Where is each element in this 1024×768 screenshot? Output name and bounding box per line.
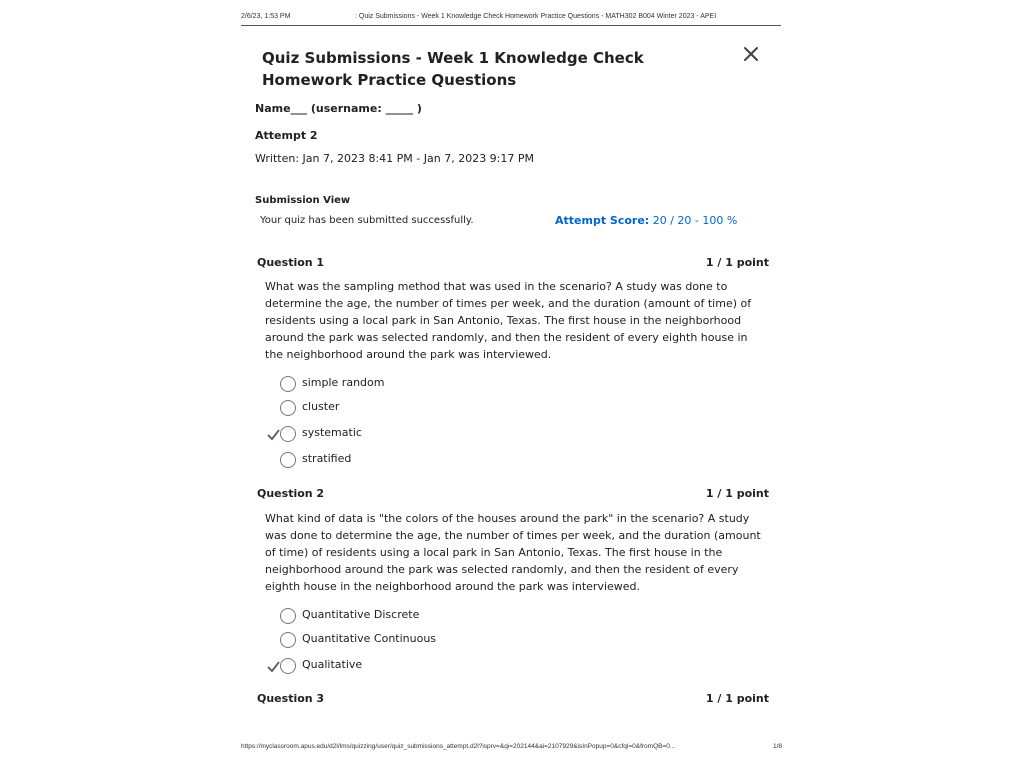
- print-footer: [241, 743, 786, 753]
- attempt-label: Attempt 2: [255, 129, 318, 142]
- attempt-score-value: 20 / 20 - 100 %: [652, 214, 738, 227]
- option-label: systematic: [302, 426, 362, 439]
- option-label: simple random: [302, 376, 385, 389]
- radio-button[interactable]: [280, 658, 296, 674]
- radio-button[interactable]: [280, 400, 296, 416]
- option-label: Qualitative: [302, 658, 363, 671]
- page-number: 1/8: [772, 743, 782, 750]
- question-text: What was the sampling method that was used in the scenario? A study was done to determine the age, the number of times per week, and the duration (amount of time) of residents using a local park in San Antonio, Texas. The first house in the neighborhood around the park was selected randomly, and then the resident of every eighth house in the neighborhood around the park was interviewed.: [265, 280, 752, 361]
- question-label: Question 3: [257, 692, 325, 705]
- print-header: [241, 13, 781, 26]
- radio-button[interactable]: [280, 452, 296, 468]
- question-label: Question 2: [257, 487, 325, 500]
- question-points: 1 / 1 point: [705, 256, 769, 269]
- attempt-score-label: Attempt Score:: [555, 214, 650, 227]
- question-header: [257, 692, 769, 708]
- name-line: Name___ (username: _____ ): [255, 102, 422, 115]
- written-timestamp: Written: Jan 7, 2023 8:41 PM - Jan 7, 2023 9:17 PM: [255, 152, 535, 165]
- question-header: [257, 256, 769, 272]
- submission-message: Your quiz has been submitted successfully.: [260, 215, 474, 226]
- print-doc-title: : Quiz Submissions - Week 1 Knowledge Check Homework Practice Questions - MATH302 B004 Winter 2023 - APEI: [355, 13, 717, 20]
- question-text: What kind of data is "the colors of the houses around the park" in the scenario? A study was done to determine the age, the number of times per week, and the duration (amount of time) of residents using a local park in San Antonio, Texas. The first house in the neighborhood around the park was selected randomly, and then the resident of every eighth house in the neighborhood around the park was interviewed.: [265, 512, 761, 593]
- page-title: Quiz Submissions - Week 1 Knowledge Check Homework Practice Questions: [262, 49, 644, 89]
- print-datetime: 2/6/23, 1:53 PM: [241, 13, 291, 20]
- option-label: Quantitative Discrete: [302, 608, 420, 621]
- radio-button[interactable]: [280, 426, 296, 442]
- radio-button[interactable]: [280, 632, 296, 648]
- question-points: 1 / 1 point: [705, 692, 769, 705]
- radio-button[interactable]: [280, 376, 296, 392]
- checkmark-icon: [267, 428, 280, 441]
- question-points: 1 / 1 point: [705, 487, 769, 500]
- option-label: stratified: [302, 452, 352, 465]
- option-label: Quantitative Continuous: [302, 632, 437, 645]
- print-url: https://myclassroom.apus.edu/d2l/lms/quizzing/user/quiz_submissions_attempt.d2l?isprv=&qi=202144&ai=2107929&isInPopup=0&cfql=0&fromQB=0...: [241, 743, 676, 750]
- question-label: Question 1: [257, 256, 325, 269]
- checkmark-icon: [267, 660, 280, 673]
- submission-view-title: Submission View: [255, 195, 351, 206]
- option-label: cluster: [302, 400, 340, 413]
- question-header: [257, 487, 769, 503]
- close-icon[interactable]: [742, 45, 760, 63]
- radio-button[interactable]: [280, 608, 296, 624]
- attempt-score: [555, 214, 737, 227]
